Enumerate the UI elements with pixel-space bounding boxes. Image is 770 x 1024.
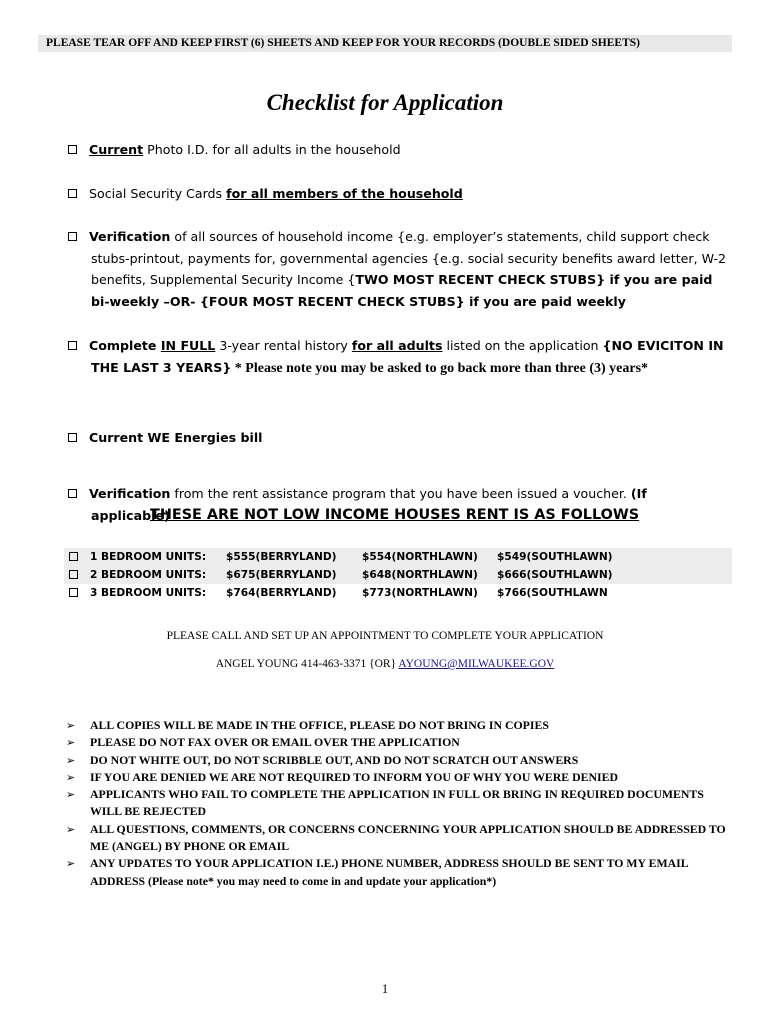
checklist-item-photo-id: Current Photo I.D. for all adults in the household — [68, 139, 728, 161]
arrow-bullet-icon: ➢ — [66, 857, 76, 871]
list-item: ➢ ALL COPIES WILL BE MADE IN THE OFFICE, PLEASE DO NOT BRING IN COPIES — [66, 717, 734, 734]
berryland-rent: $675(BERRYLAND) — [226, 569, 337, 581]
arrow-bullet-icon: ➢ — [66, 753, 76, 767]
rules-list — [66, 717, 734, 890]
list-item: ➢ DO NOT WHITE OUT, DO NOT SCRIBBLE OUT, AND DO NOT SCRATCH OUT ANSWERS — [66, 752, 734, 769]
contact-line — [0, 658, 770, 670]
checklist-item-we-energies: Current WE Energies bill — [68, 427, 728, 449]
unit-label: 2 BEDROOM UNITS: — [90, 569, 207, 581]
list-item: ➢ APPLICANTS WHO FAIL TO COMPLETE THE APPLICATION IN FULL OR BRING IN REQUIRED DOCUMENTS WILL BE REJECTED — [66, 787, 704, 819]
email-link[interactable]: AYOUNG@MILWAUKEE.GOV — [398, 658, 555, 670]
unit-label: 3 BEDROOM UNITS: — [90, 587, 207, 599]
arrow-bullet-icon: ➢ — [66, 719, 76, 732]
arrow-bullet-icon: ➢ — [66, 770, 76, 784]
checkbox[interactable] — [69, 588, 78, 597]
checkbox[interactable] — [68, 433, 77, 442]
arrow-bullet-icon: ➢ — [66, 736, 76, 750]
checklist-item-income-verification: Verification of all sources of household income {e.g. employer’s statements, child support check stubs-printout, payments for, governmental agencies {e.g. social security benefits award letter, W-2 benefits, Supplemental Security Income {TWO MOST RECENT CHECK STUBS} if you are paid bi-weekly –OR- {FOUR MOST RECENT CHECK STUBS} if you are paid weekly — [68, 226, 728, 312]
northlawn-rent: $648(NORTHLAWN) — [362, 569, 478, 581]
page-title: Checklist for Application — [266, 90, 504, 115]
northlawn-rent: $773(NORTHLAWN) — [362, 587, 478, 599]
contact-name-phone: ANGEL YOUNG 414-463-3371 {OR} — [215, 658, 399, 670]
page-number: 1 — [381, 982, 389, 996]
berryland-rent: $764(BERRYLAND) — [226, 587, 337, 599]
checkbox[interactable] — [69, 552, 78, 561]
list-item: ➢ PLEASE DO NOT FAX OVER OR EMAIL OVER THE APPLICATION — [66, 734, 734, 751]
appointment-instruction: PLEASE CALL AND SET UP AN APPOINTMENT TO COMPLETE YOUR APPLICATION — [166, 630, 604, 642]
rent-heading: THESE ARE NOT LOW INCOME HOUSES RENT IS AS FOLLOWS — [150, 507, 640, 523]
arrow-bullet-icon: ➢ — [66, 788, 76, 802]
berryland-rent: $555(BERRYLAND) — [226, 551, 337, 563]
unit-label: 1 BEDROOM UNITS: — [90, 551, 207, 563]
rent-row — [64, 548, 732, 566]
checkbox[interactable] — [68, 232, 77, 241]
checklist-item-voucher-verification: Verification from the rent assistance program that you have been issued a voucher. (If applicable) — [68, 483, 728, 526]
southlawn-rent: $766(SOUTHLAWN — [497, 587, 608, 599]
checklist-item-social-security: Social Security Cards for all members of the household — [68, 183, 728, 205]
checklist-item-rental-history: Complete IN FULL 3-year rental history for all adults listed on the application {NO EVICITON IN THE LAST 3 YEARS} * Please note you may be asked to go back more than three (3) years* — [68, 335, 728, 379]
southlawn-rent: $666(SOUTHLAWN) — [497, 569, 613, 581]
checkbox[interactable] — [69, 570, 78, 579]
arrow-bullet-icon: ➢ — [66, 822, 76, 836]
rent-row — [64, 584, 732, 602]
checkbox[interactable] — [68, 341, 77, 350]
list-item: ➢ IF YOU ARE DENIED WE ARE NOT REQUIRED TO INFORM YOU OF WHY YOU WERE DENIED — [66, 769, 734, 786]
list-item: ➢ ANY UPDATES TO YOUR APPLICATION I.E.) PHONE NUMBER, ADDRESS SHOULD BE SENT TO MY EMAIL ADDRESS (Please note* you may need to come in and update your application*) — [66, 856, 688, 888]
southlawn-rent: $549(SOUTHLAWN) — [497, 551, 613, 563]
rent-table — [64, 548, 732, 602]
northlawn-rent: $554(NORTHLAWN) — [362, 551, 478, 563]
checkbox[interactable] — [68, 489, 77, 498]
checkbox[interactable] — [68, 189, 77, 198]
list-item: ➢ ALL QUESTIONS, COMMENTS, OR CONCERNS CONCERNING YOUR APPLICATION SHOULD BE ADDRESSED TO ME (ANGEL) BY PHONE OR EMAIL — [66, 821, 726, 854]
checkbox[interactable] — [68, 145, 77, 154]
tear-off-banner: PLEASE TEAR OFF AND KEEP FIRST (6) SHEETS AND KEEP FOR YOUR RECORDS (DOUBLE SIDED SHEETS) — [38, 35, 732, 52]
rent-row — [64, 566, 732, 584]
